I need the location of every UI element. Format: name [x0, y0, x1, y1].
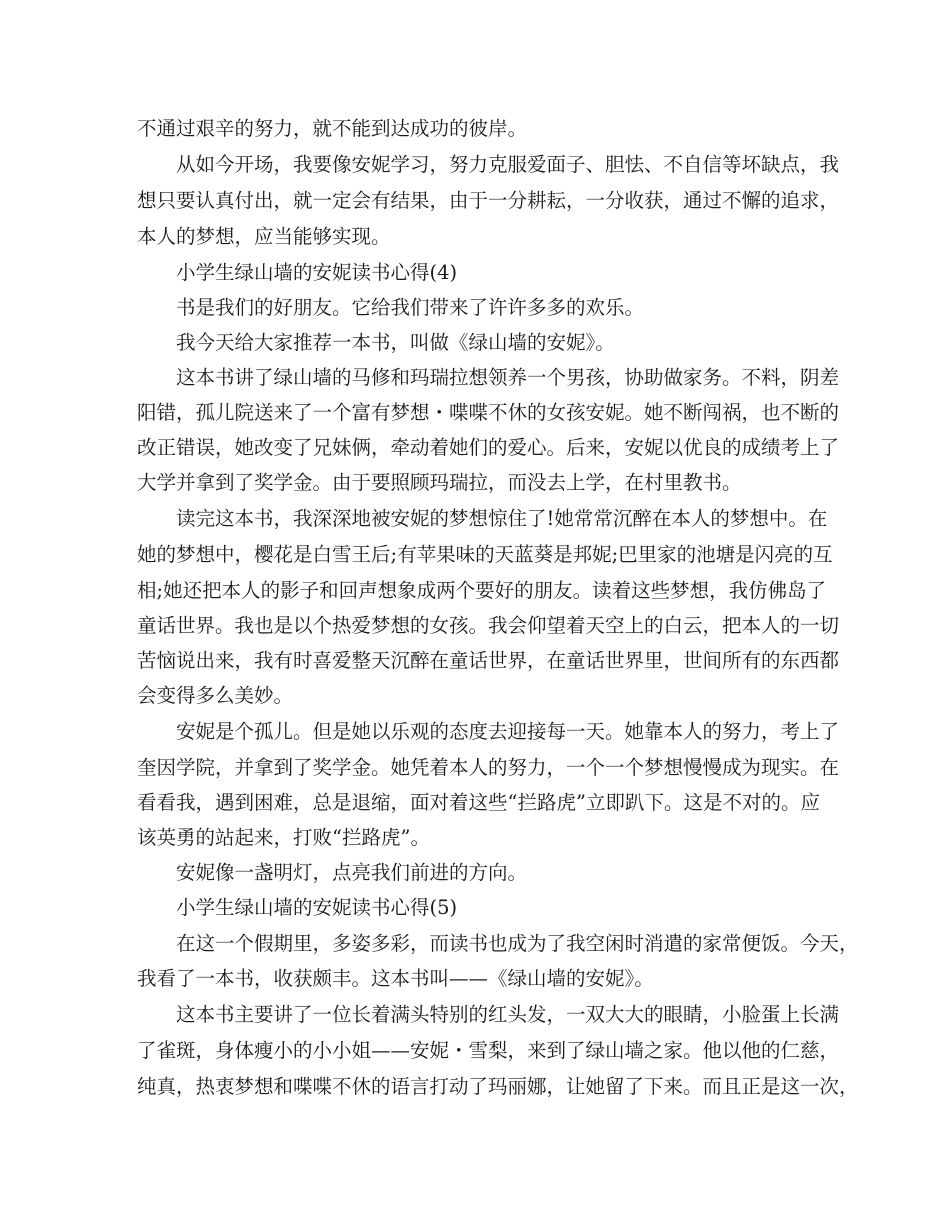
text-line: 了雀斑，身体瘦小的小小姐——安妮・雪梨，来到了绿山墙之家。他以他的仁慈，: [137, 1039, 840, 1062]
text-line: 读完这本书，我深深地被安妮的梦想惊住了!她常常沉醉在本人的梦想中。在: [176, 507, 828, 530]
text-line: 会变得多么美妙。: [137, 684, 294, 707]
text-line: 该英勇的站起来，打败“拦路虎”。: [137, 826, 430, 849]
text-line: 童话世界。我也是以个热爱梦想的女孩。我会仰望着天空上的白云，把本人的一切: [137, 614, 840, 637]
text-line: 书是我们的好朋友。它给我们带来了许许多多的欢乐。: [176, 296, 645, 319]
text-line: 大学并拿到了奖学金。由于要照顾玛瑞拉，而没去上学，在村里教书。: [137, 471, 742, 494]
text-line: 从如今开场，我要像安妮学习，努力克服爱面子、胆怯、不自信等坏缺点，我: [176, 153, 840, 176]
text-line: 我看了一本书，收获颇丰。这本书叫——《绿山墙的安妮》。: [137, 967, 654, 990]
text-line: 想只要认真付出，就一定会有结果，由于一分耕耘，一分收获，通过不懈的追求，: [137, 189, 840, 212]
text-line: 看看我，遇到困难，总是退缩，面对着这些“拦路虎”立即趴下。这是不对的。应: [137, 791, 820, 814]
text-line: 这本书讲了绿山墙的马修和玛瑞拉想领养一个男孩，协助做家务。不料，阴差: [176, 366, 840, 389]
text-line: 本人的梦想，应当能够实现。: [137, 225, 391, 248]
text-line: 苦恼说出来，我有时喜爱整天沉醉在童话世界，在童话世界里，世间所有的东西都: [137, 649, 840, 672]
section-heading: 小学生绿山墙的安妮读书心得(5): [176, 896, 458, 919]
text-line: 相;她还把本人的影子和回声想象成两个要好的朋友。读着这些梦想，我仿佛岛了: [137, 579, 827, 602]
text-line: 不通过艰辛的努力，就不能到达成功的彼岸。: [137, 117, 528, 140]
text-line: 安妮是个孤儿。但是她以乐观的态度去迎接每一天。她靠本人的努力，考上了: [176, 720, 840, 743]
text-line: 她的梦想中，樱花是白雪王后;有苹果味的天蓝葵是邦妮;巴里家的池塘是闪亮的互: [137, 543, 833, 566]
text-line: 奎因学院，并拿到了奖学金。她凭着本人的努力，一个一个梦想慢慢成为现实。在: [137, 756, 840, 779]
text-line: 在这一个假期里，多姿多彩，而读书也成为了我空闲时消遣的家常便饭。今天，: [176, 932, 859, 955]
section-heading: 小学生绿山墙的安妮读书心得(4): [176, 261, 458, 284]
text-line: 阳错，孤儿院送来了一个富有梦想・喋喋不休的女孩安妮。她不断闯祸，也不断的: [137, 401, 840, 424]
text-line: 纯真，热衷梦想和喋喋不休的语言打动了玛丽娜，让她留了下来。而且正是这一次，: [137, 1075, 859, 1098]
text-line: 这本书主要讲了一位长着满头特别的红头发，一双大大的眼睛，小脸蛋上长满: [176, 1003, 840, 1026]
text-line: 改正错误，她改变了兄妹俩，牵动着她们的爱心。后来，安妮以优良的成绩考上了: [137, 436, 840, 459]
text-line: 我今天给大家推荐一本书，叫做《绿山墙的安妮》。: [176, 331, 615, 354]
text-line: 安妮像一盏明灯，点亮我们前进的方向。: [176, 861, 528, 884]
